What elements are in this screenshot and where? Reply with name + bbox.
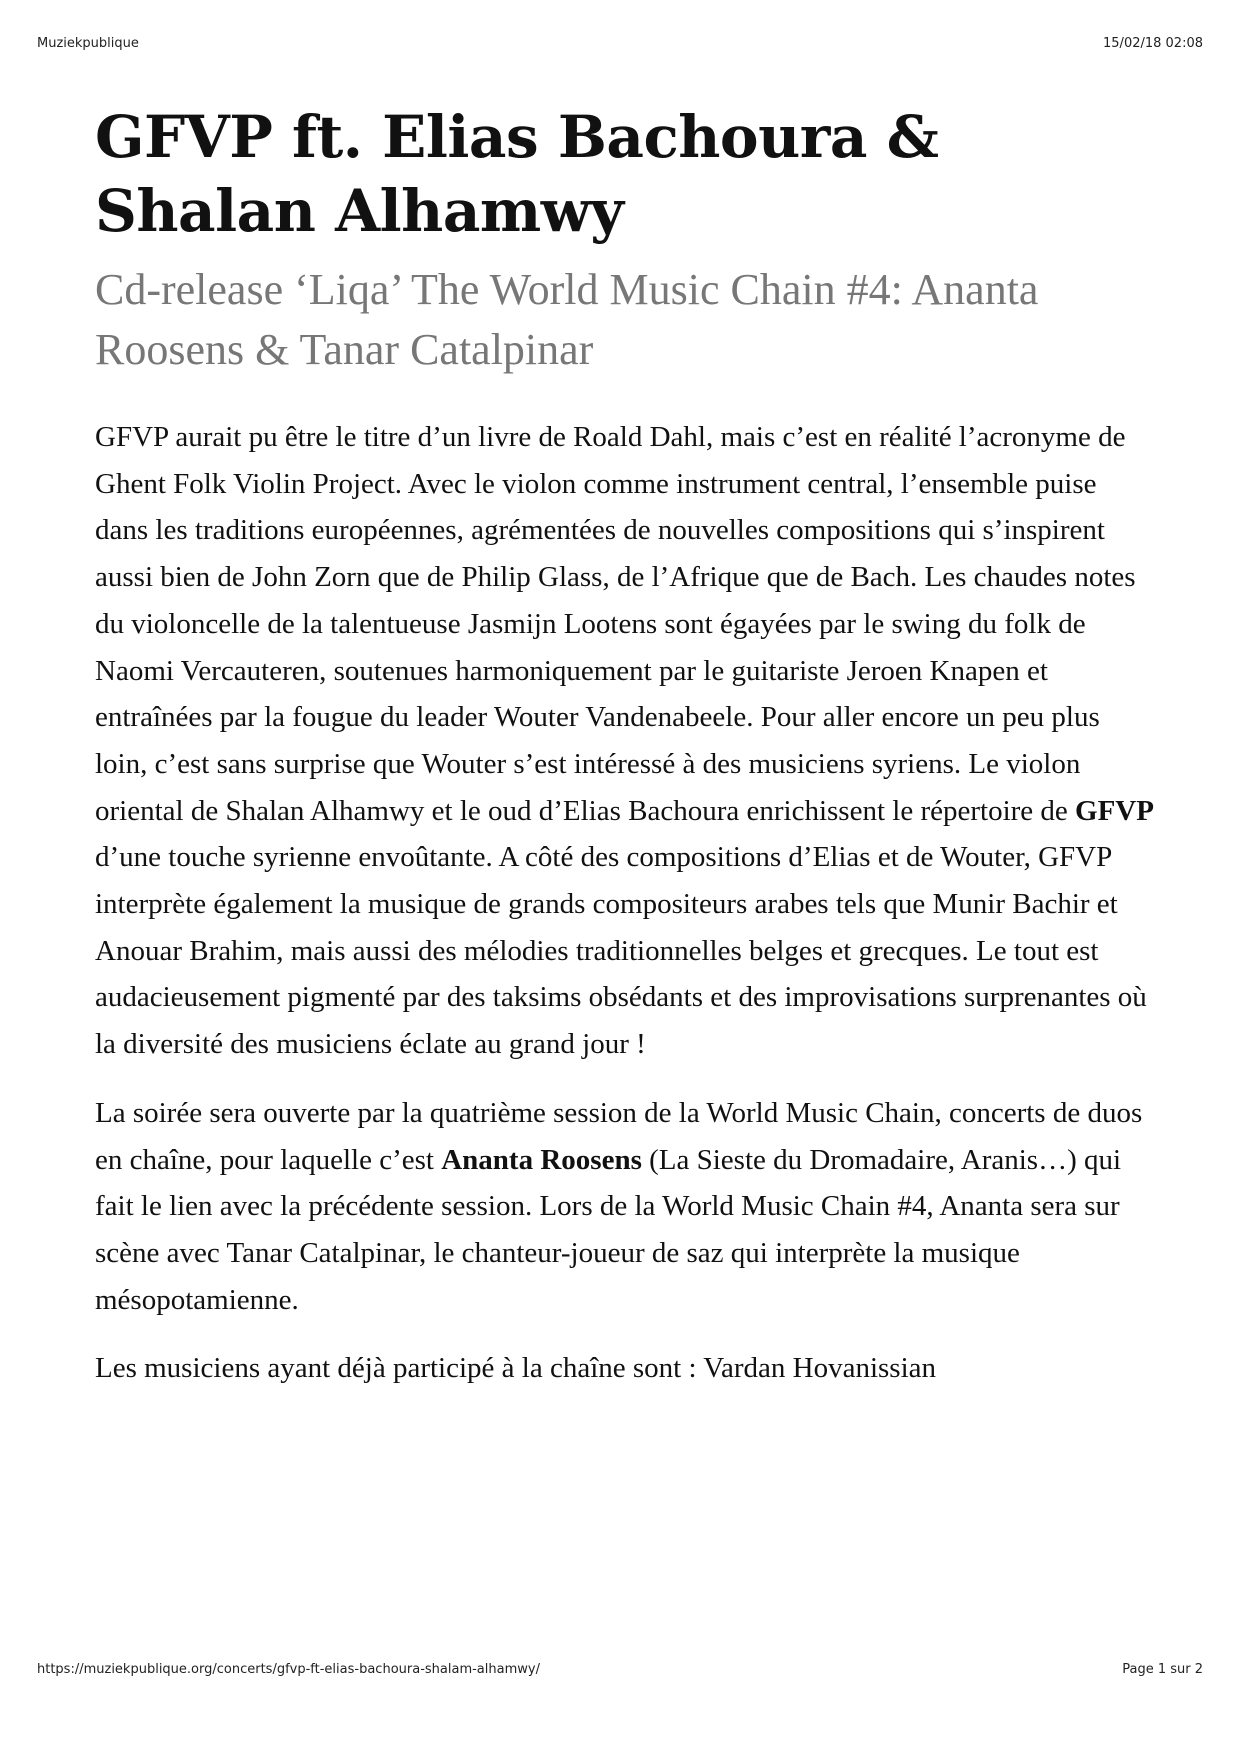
paragraph-1-text-a: GFVP aurait pu être le titre d’un livre de Roald Dahl, mais c’est en réalité l’acronyme de Ghent Folk Violin Project. Avec le violon comme instrument central, l’ensemble puise dans les traditions européennes, agrémentées de nouvelles compositions qui s’inspirent aussi bien de John Zorn que de Philip Glass, de l’Afrique que de Bach. Les chaudes notes du violoncelle de la talentueuse Jasmijn Lootens sont égayées par le swing du folk de Naomi Vercauteren, soutenues harmoniquement par le guitariste Jeroen Knapen et entraînées par la fougue du leader Wouter Vandenabeele. Pour aller encore un peu plus loin, c’est sans surprise que Wouter s’est intéressé à des musiciens syriens. Le violon oriental de Shalan Alhamwy et le oud d’Elias Bachoura enrichissent le répertoire de (95, 421, 1136, 827)
page-number: Page 1 sur 2 (1122, 1662, 1203, 1677)
page-subtitle: Cd-release ‘Liqa’ The World Music Chain #4: Ananta Roosens & Tanar Catalpinar (95, 265, 1039, 374)
paragraph-3: Les musiciens ayant déjà participé à la chaîne sont : Vardan Hovanissian (95, 1352, 936, 1385)
paragraph-1-text-b: d’une touche syrienne envoûtante. A côté des compositions d’Elias et de Wouter, GFVP interprète également la musique de grands compositeurs arabes tels que Munir Bachir et Anouar Brahim, mais aussi des mélodies traditionnelles belges et grecques. Le tout est audacieusement pigmenté par des taksims obsédants et des improvisations surprenantes où la diversité des musiciens éclate au grand jour ! (95, 841, 1147, 1061)
paragraph-2-text-b: (La Sieste du Dromadaire, Aranis…) qui fait le lien avec la précédente session. Lors de la World Music Chain #4, Ananta sera sur scène avec Tanar Catalpinar, le chanteur-joueur de saz qui interprète la musique mésopotamienne. (95, 1143, 1122, 1316)
gfvp-emphasis: GFVP (1075, 794, 1154, 827)
print-header (37, 36, 1203, 51)
ananta-emphasis: Ananta Roosens (441, 1143, 642, 1176)
article-body (95, 414, 1155, 1392)
paragraph-2-text-a: La soirée sera ouverte par la quatrième session de la World Music Chain, concerts de duos en chaîne, pour laquelle c’est (95, 1096, 1143, 1176)
print-footer (37, 1662, 1203, 1677)
page-title: GFVP ft. Elias Bachoura & Shalan Alhamwy (95, 103, 939, 245)
print-datetime: 15/02/18 02:08 (1103, 36, 1203, 51)
paragraph-1 (95, 414, 1155, 1068)
page-url: https://muziekpublique.org/concerts/gfvp-ft-elias-bachoura-shalam-alhamwy/ (37, 1662, 540, 1677)
article (95, 100, 1155, 1414)
site-name: Muziekpublique (37, 36, 139, 51)
paragraph-2 (95, 1090, 1155, 1324)
